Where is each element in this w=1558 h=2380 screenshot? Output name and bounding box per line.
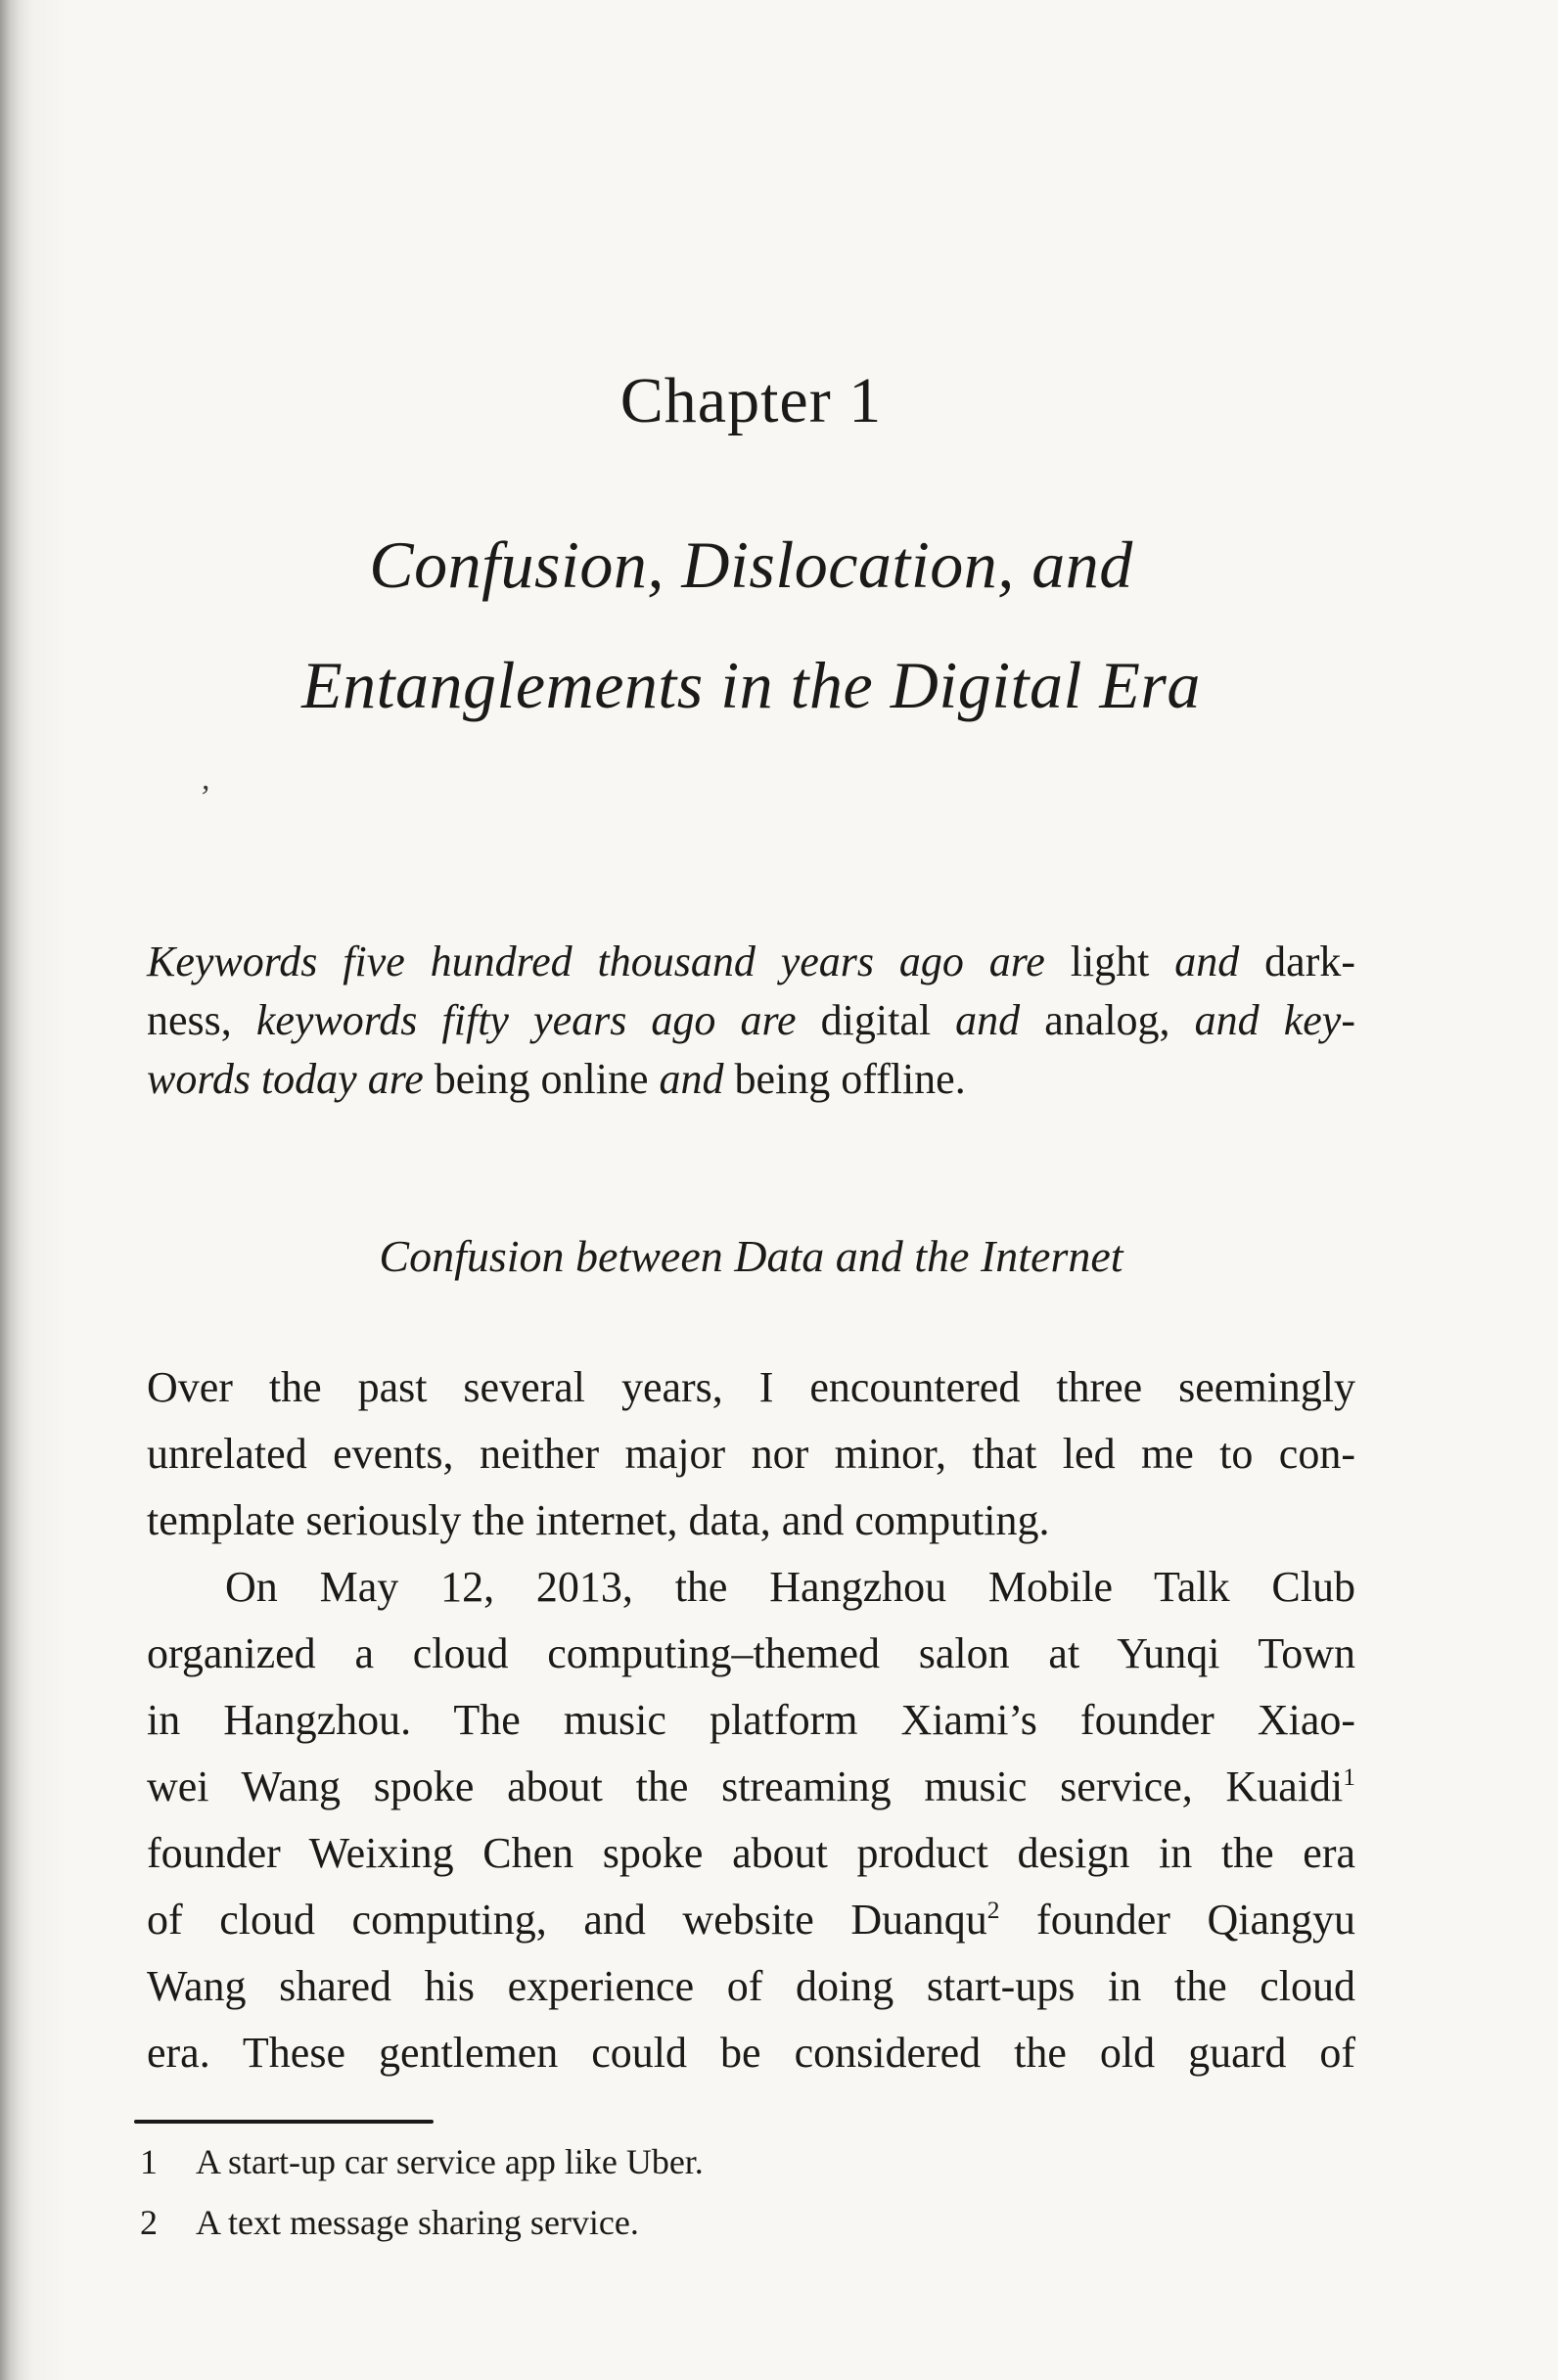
body-text [147, 1354, 1355, 2086]
body-line: Wang shared his experience of doing start-ups in the cloud [147, 1962, 1355, 2010]
epigraph-segment: light [1070, 938, 1175, 985]
body-line: On May 12, 2013, the Hangzhou Mobile Talk Club [225, 1563, 1355, 1611]
epigraph-segment: words today are [147, 1055, 435, 1103]
footnote-rule [134, 2120, 434, 2124]
body-line: founder Weixing Chen spoke about product design in the era [147, 1829, 1355, 1877]
body-segment: founder Qiangyu [999, 1896, 1355, 1944]
body-line: Over the past several years, I encountered three seemingly [147, 1363, 1355, 1411]
epigraph-segment: digital [820, 996, 956, 1044]
epigraph-line [147, 991, 1355, 1050]
epigraph-segment: and [1174, 938, 1265, 985]
body-segment: wei Wang spoke about the streaming music service, Kuaidi [147, 1762, 1344, 1810]
body-line: era. These gentlemen could be considered the old guard of [147, 2029, 1355, 2077]
epigraph-segment: dark- [1264, 938, 1356, 985]
body-line: in Hangzhou. The music platform Xiami’s founder Xiao- [147, 1696, 1355, 1744]
body-line [147, 1754, 1355, 1820]
epigraph-segment: and [659, 1055, 735, 1103]
epigraph-segment: being online [434, 1055, 660, 1103]
footnote-text: A text message sharing service. [196, 2203, 639, 2242]
chapter-label: Chapter 1 [619, 365, 883, 436]
footnotes [140, 2131, 1353, 2253]
epigraph-segment: ness, [147, 996, 256, 1044]
footnote-number: 1 [140, 2142, 159, 2181]
footnote-item [140, 2131, 1353, 2192]
body-line [147, 1887, 1355, 1953]
epigraph-segment: analog, [1044, 996, 1195, 1044]
footnote-text: A start-up car service app like Uber. [196, 2142, 704, 2181]
stray-mark: ’ [198, 779, 209, 815]
epigraph-line [147, 1050, 1355, 1109]
footnote-number: 2 [140, 2203, 159, 2242]
epigraph-line [147, 933, 1355, 991]
body-segment: of cloud computing, and website Duanqu [147, 1896, 987, 1944]
body-line: organized a cloud computing–themed salon at Yunqi Town [147, 1629, 1355, 1677]
footnote-ref-2: 2 [986, 1896, 1000, 1925]
section-heading: Confusion between Data and the Internet [379, 1231, 1123, 1281]
epigraph-segment: being offline. [734, 1055, 966, 1103]
body-line: unrelated events, neither major nor minor, that led me to con- [147, 1430, 1355, 1478]
epigraph [147, 933, 1355, 1109]
gutter-shadow [0, 0, 69, 2380]
footnote-item [140, 2192, 1353, 2253]
epigraph-segment: and [955, 996, 1045, 1044]
epigraph-segment: and key- [1194, 996, 1355, 1044]
chapter-title-line-1: Confusion, Dislocation, and [369, 527, 1133, 602]
footnote-ref-1: 1 [1343, 1762, 1355, 1792]
chapter-title [147, 505, 1355, 746]
epigraph-segment: keywords fifty years ago are [255, 996, 821, 1044]
body-line: template seriously the internet, data, and computing. [147, 1496, 1050, 1544]
chapter-title-line-2: Entanglements in the Digital Era [301, 648, 1201, 722]
epigraph-segment: Keywords five hundred thousand years ago are [147, 938, 1071, 985]
